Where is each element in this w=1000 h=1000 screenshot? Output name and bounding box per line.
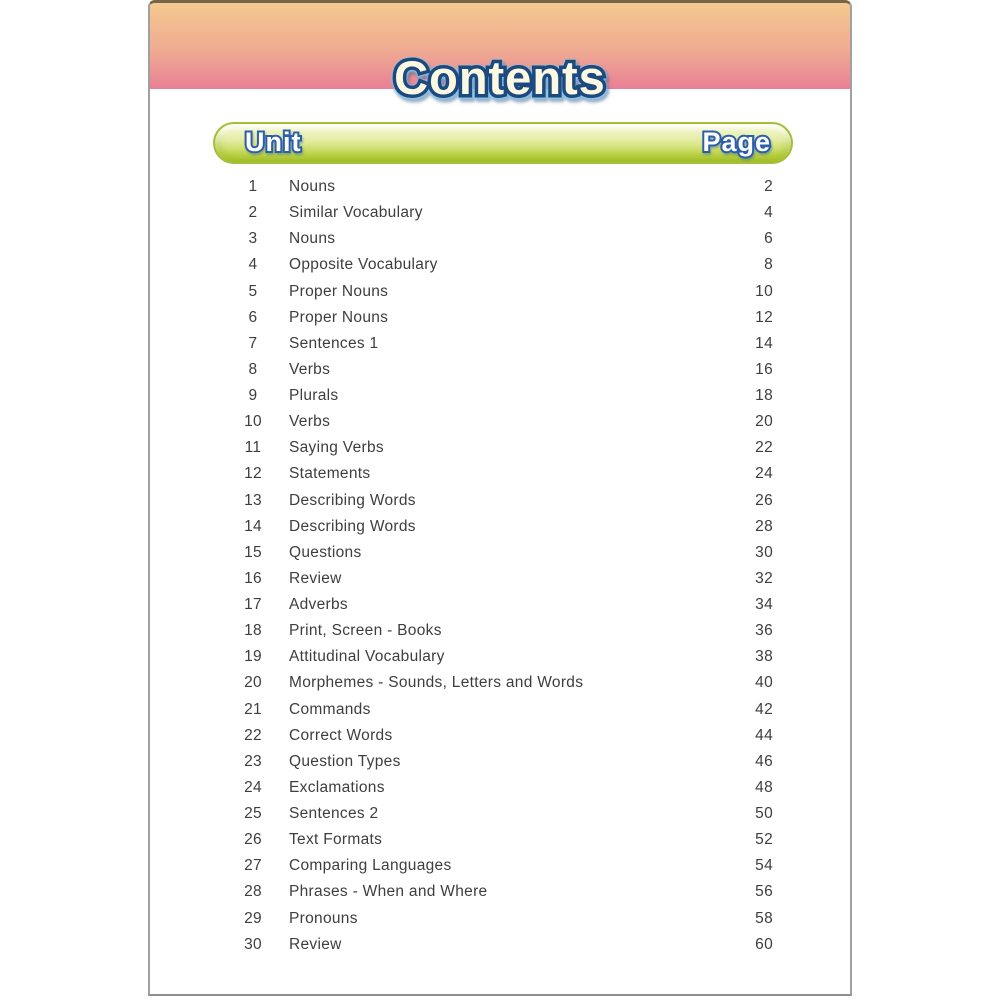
table-row [150,775,850,801]
unit-title: Questions [289,543,362,561]
unit-title: Proper Nouns [289,282,389,300]
unit-number: 4 [248,256,258,274]
table-row [150,226,850,252]
unit-title: Sentences 2 [289,805,379,823]
unit-title: Describing Words [289,517,416,535]
table-row [150,618,850,644]
page-number: 32 [755,569,773,587]
unit-number: 30 [244,935,262,953]
table-row [150,305,850,331]
unit-title: Verbs [289,360,331,378]
unit-number: 16 [244,569,262,587]
table-row [150,932,850,958]
unit-title: Similar Vocabulary [289,204,423,222]
table-row [150,644,850,670]
page-number: 16 [755,360,773,378]
unit-number: 28 [244,883,262,901]
unit-number: 24 [244,778,262,796]
table-row [150,461,850,487]
unit-number: 15 [244,543,262,561]
table-row [150,357,850,383]
page-number: 18 [755,387,773,405]
unit-number: 9 [248,387,258,405]
unit-title: Nouns [289,178,336,196]
page-number: 30 [755,543,773,561]
page-number: 60 [755,935,773,953]
page-number: 22 [755,439,773,457]
unit-number: 18 [244,622,262,640]
unit-title: Phrases - When and Where [289,883,488,901]
page-number: 6 [764,230,773,248]
unit-title: Proper Nouns [289,308,389,326]
table-row [150,488,850,514]
page-number: 20 [755,413,773,431]
unit-title: Morphemes - Sounds, Letters and Words [289,674,584,692]
page-number: 58 [755,909,773,927]
page-number: 56 [755,883,773,901]
unit-title: Question Types [289,752,401,770]
unit-number: 21 [244,700,262,718]
table-row [150,566,850,592]
page-number: 28 [755,517,773,535]
table-row [150,879,850,905]
table-row [150,853,850,879]
page-number: 42 [755,700,773,718]
unit-number: 25 [244,805,262,823]
table-row [150,670,850,696]
unit-number: 5 [248,282,258,300]
unit-number: 1 [248,178,258,196]
page-number: 14 [755,334,773,352]
page-title: Contents [394,51,606,104]
unit-title: Text Formats [289,831,383,849]
unit-number: 12 [244,465,262,483]
toc-list [150,174,850,958]
unit-number: 23 [244,752,262,770]
table-row [150,801,850,827]
table-row [150,749,850,775]
unit-title: Attitudinal Vocabulary [289,648,445,666]
unit-number: 3 [248,230,258,248]
unit-number: 6 [248,308,258,326]
unit-title: Review [289,935,342,953]
table-row [150,435,850,461]
page-number: 48 [755,778,773,796]
table-row [150,723,850,749]
table-row [150,279,850,305]
table-row [150,252,850,278]
unit-title: Adverbs [289,596,348,614]
page-number: 40 [755,674,773,692]
table-row [150,827,850,853]
unit-title: Statements [289,465,371,483]
unit-number: 2 [248,204,258,222]
unit-number: 8 [248,360,258,378]
page-number: 24 [755,465,773,483]
unit-title: Sentences 1 [289,334,379,352]
unit-number: 26 [244,831,262,849]
table-row [150,174,850,200]
page-number: 46 [755,752,773,770]
contents-page [148,0,852,996]
page-column-header: Page [702,126,771,157]
unit-number: 7 [248,334,258,352]
table-row [150,906,850,932]
unit-number: 27 [244,857,262,875]
unit-number: 17 [244,596,262,614]
header-band [150,3,850,104]
unit-title: Plurals [289,387,339,405]
unit-column-header: Unit [245,126,302,157]
unit-title: Saying Verbs [289,439,384,457]
unit-number: 14 [244,517,262,535]
page-number: 50 [755,805,773,823]
table-row [150,200,850,226]
unit-title: Exclamations [289,778,385,796]
unit-number: 19 [244,648,262,666]
unit-number: 11 [244,439,262,457]
page-number: 12 [755,308,773,326]
page-number: 36 [755,622,773,640]
unit-title: Describing Words [289,491,416,509]
page-number: 38 [755,648,773,666]
unit-number: 20 [244,674,262,692]
unit-title: Nouns [289,230,336,248]
page-number: 26 [755,491,773,509]
unit-number: 29 [244,909,262,927]
page-number: 10 [755,282,773,300]
unit-number: 13 [244,491,262,509]
unit-number: 22 [244,726,262,744]
page-number: 52 [755,831,773,849]
page-number: 8 [764,256,773,274]
page-number: 44 [755,726,773,744]
unit-title: Comparing Languages [289,857,452,875]
table-row [150,514,850,540]
table-row [150,697,850,723]
table-row [150,540,850,566]
toc-header-bar [213,122,793,164]
table-row [150,409,850,435]
unit-title: Commands [289,700,371,718]
page-number: 54 [755,857,773,875]
unit-title: Correct Words [289,726,393,744]
table-row [150,331,850,357]
page-number: 2 [764,178,773,196]
unit-title: Print, Screen - Books [289,622,442,640]
unit-title: Pronouns [289,909,358,927]
page-number: 4 [764,204,773,222]
unit-title: Review [289,569,342,587]
unit-title: Verbs [289,413,331,431]
unit-number: 10 [244,413,262,431]
unit-title: Opposite Vocabulary [289,256,438,274]
table-row [150,383,850,409]
page-number: 34 [755,596,773,614]
table-row [150,592,850,618]
